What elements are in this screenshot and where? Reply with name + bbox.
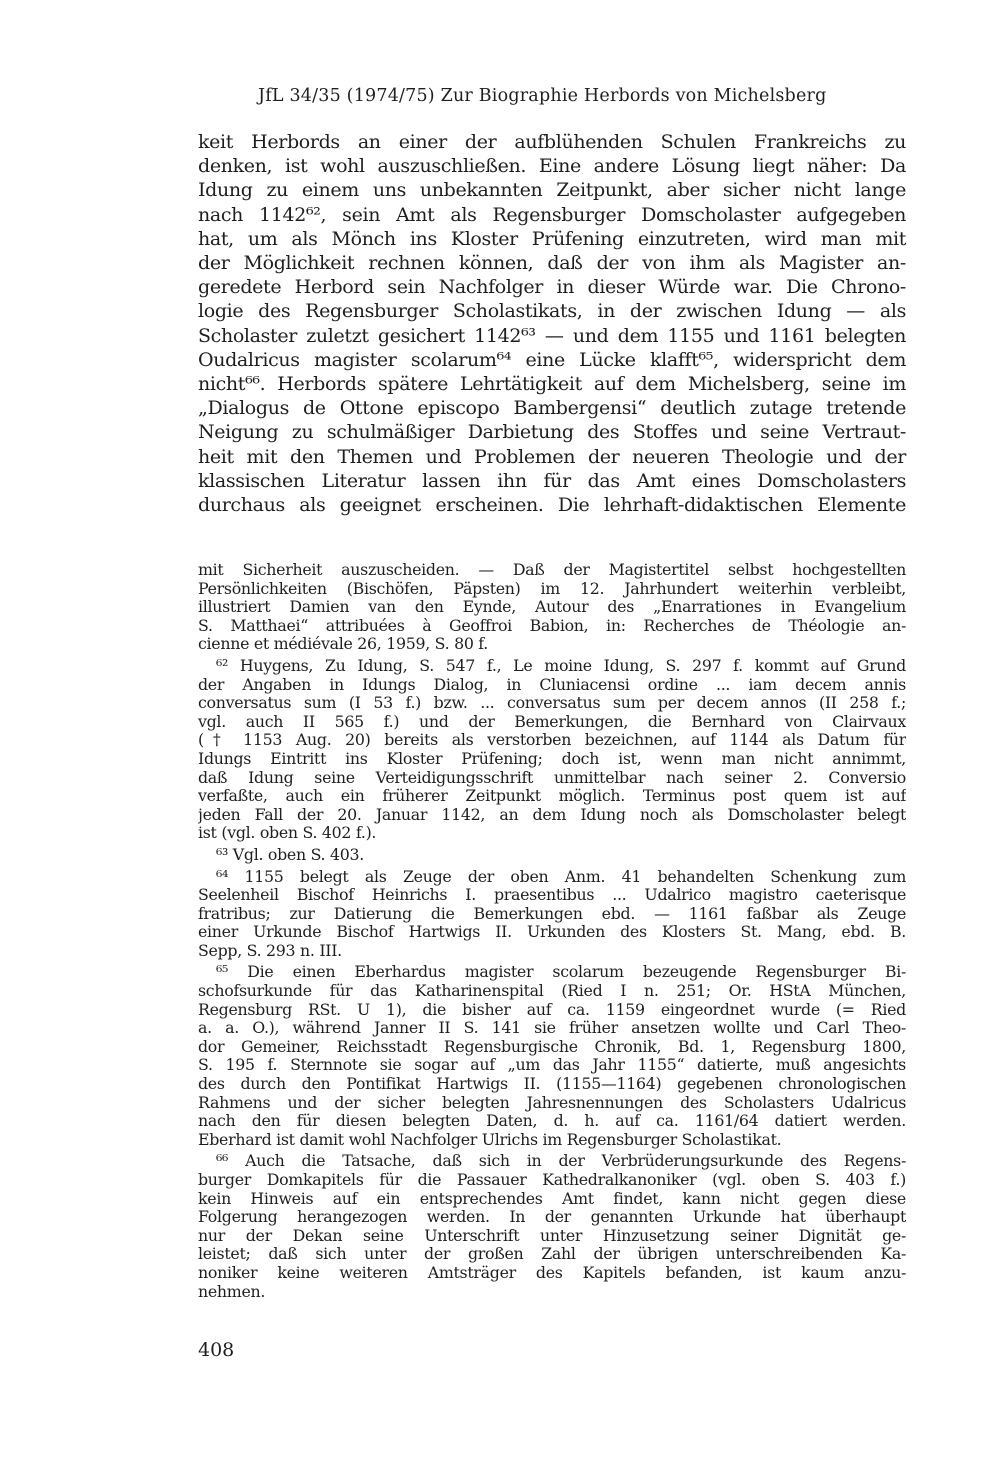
footnote-line: dor Gemeiner, Reichsstadt Regensburgische Chronik, Bd. 1, Regensburg 1800, xyxy=(198,1037,906,1056)
footnote-line: a. a. O.), während Janner II S. 141 sie früher ansetzen wollte und Carl Theo- xyxy=(198,1019,906,1038)
footnote-line: S. Matthaei“ attribuées à Geoffroi Babion, in: Recherches de Théologie an- xyxy=(198,616,906,635)
footnote-line: der Angaben in Idungs Dialog, in Cluniacensi ordine ... iam decem annis xyxy=(198,675,906,694)
footnote-line: († 1153 Aug. 20) bereits als verstorben bezeichnen, auf 1144 als Datum für xyxy=(198,731,906,750)
footnote-line: nach den für diesen belegten Daten, d. h. auf ca. 1161/64 datiert werden. xyxy=(198,1112,906,1131)
footnote-line: S. 195 f. Sternnote sie sogar auf „um das Jahr 1155“ datierte, muß angesichts xyxy=(198,1056,906,1075)
body-line: klassischen Literatur lassen ihn für das Amt eines Domscholasters xyxy=(198,469,906,492)
footnote-line: noniker keine weiteren Amtsträger des Kapitels befanden, ist kaum anzu- xyxy=(198,1263,906,1282)
footnote-line: jeden Fall der 20. Januar 1142, an dem Idung noch als Domscholaster belegt xyxy=(198,805,906,824)
footnote-line: Folgerung herangezogen werden. In der genannten Urkunde hat überhaupt xyxy=(198,1208,906,1227)
body-line: nach 1142⁶², sein Amt als Regensburger Domscholaster aufgegeben xyxy=(198,203,906,226)
body-line: geredete Herbord sein Nachfolger in dieser Würde war. Die Chrono- xyxy=(198,276,906,299)
body-line: Idung zu einem uns unbekannten Zeitpunkt, aber sicher nicht lange xyxy=(198,179,906,202)
footnote-line: ⁶² Huygens, Zu Idung, S. 547 f., Le moine Idung, S. 297 f. kommt auf Grund xyxy=(216,656,906,675)
footnote-line: Regensburg RSt. U 1), die bisher auf ca. 1159 eingeordnet wurde (= Ried xyxy=(198,1000,906,1019)
footnote-line: mit Sicherheit auszuscheiden. — Daß der Magistertitel selbst hochgestellten xyxy=(198,561,906,579)
footnote-line: burger Domkapitels für die Passauer Kathedralkanoniker (vgl. oben S. 403 f.) xyxy=(198,1171,906,1189)
footnote-line: kein Hinweis auf ein entsprechendes Amt findet, kann nicht gegen diese xyxy=(198,1189,906,1208)
footnote-line: Idungs Eintritt ins Kloster Prüfening; doch ist, wenn man nicht annimmt, xyxy=(198,749,906,768)
footnote-line: ⁶⁴ 1155 belegt als Zeuge der oben Anm. 41 behandelten Schenkung zum xyxy=(216,867,906,886)
running-head: JfL 34/35 (1974/75) Zur Biographie Herbords von Michelsberg xyxy=(258,86,827,106)
footnote-line: einer Urkunde Bischof Hartwigs II. Urkunden des Klosters St. Mang, ebd. B. xyxy=(198,923,906,942)
footnote-line: des durch den Pontifikat Hartwigs II. (1155—1164) gegebenen chronologischen xyxy=(198,1075,906,1094)
body-line: nicht⁶⁶. Herbords spätere Lehrtätigkeit auf dem Michelsberg, seine im xyxy=(198,373,906,396)
footnote-line: Seelenheil Bischof Heinrichs I. praesentibus ... Udalrico magistro caeterisque xyxy=(198,886,906,905)
footnote-line: nur der Dekan seine Unterschrift unter Hinzusetzung seiner Dignität ge- xyxy=(198,1226,906,1245)
footnote-line: ist (vgl. oben S. 402 f.). xyxy=(198,824,377,843)
page-number: 408 xyxy=(198,1339,235,1361)
body-line: heit mit den Themen und Problemen der neueren Theologie und der xyxy=(198,445,906,468)
footnotes xyxy=(198,561,906,1301)
body-line: denken, ist wohl auszuschließen. Eine andere Lösung liegt näher: Da xyxy=(198,155,906,178)
footnote-line: Sepp, S. 293 n. III. xyxy=(198,941,342,960)
body-text xyxy=(198,130,906,517)
footnote-line: fratribus; zur Datierung die Bemerkungen ebd. — 1161 faßbar als Zeuge xyxy=(198,904,906,923)
footnote-line: daß Idung seine Verteidigungsschrift unmittelbar nach seiner 2. Conversio xyxy=(198,768,906,787)
footnote-line: leistet; daß sich unter der großen Zahl der übrigen unterschreibenden Ka- xyxy=(198,1245,906,1264)
body-line: keit Herbords an einer der aufblühenden Schulen Frankreichs zu xyxy=(198,131,906,153)
footnote-line: Eberhard ist damit wohl Nachfolger Ulrichs im Regensburger Scholastikat. xyxy=(198,1130,782,1149)
footnote-line: ⁶³ Vgl. oben S. 403. xyxy=(216,845,364,864)
footnote-line: ⁶⁵ Die einen Eberhardus magister scolarum bezeugende Regensburger Bi- xyxy=(216,963,906,982)
footnote-line: Persönlichkeiten (Bischöfen, Päpsten) im 12. Jahrhundert weiterhin verbleibt, xyxy=(198,579,906,598)
body-line: „Dialogus de Ottone episcopo Bambergensi“ deutlich zutage tretende xyxy=(198,397,906,420)
footnote-line: nehmen. xyxy=(198,1282,266,1301)
body-line: durchaus als geeignet erscheinen. Die lehrhaft-didaktischen Elemente xyxy=(198,494,906,517)
footnote-line: vgl. auch II 565 f.) und der Bemerkungen, die Bernhard von Clairvaux xyxy=(198,712,906,731)
footnote-line: conversatus sum (I 53 f.) bzw. ... conversatus sum per decem annos (II 258 f.; xyxy=(198,694,906,713)
body-line: logie des Regensburger Scholastikats, in der zwischen Idung — als xyxy=(198,300,906,323)
body-line: Oudalricus magister scolarum⁶⁴ eine Lücke klafft⁶⁵, widerspricht dem xyxy=(198,348,906,371)
footnote-line: ⁶⁶ Auch die Tatsache, daß sich in der Verbrüderungsurkunde des Regens- xyxy=(216,1152,906,1171)
footnote-line: illustriert Damien van den Eynde, Autour des „Enarrationes in Evangelium xyxy=(198,598,906,617)
footnote-line: verfaßte, auch ein früherer Zeitpunkt möglich. Terminus post quem ist auf xyxy=(198,787,906,806)
footnote-line: cienne et médiévale 26, 1959, S. 80 f. xyxy=(198,635,489,654)
body-line: hat, um als Mönch ins Kloster Prüfening einzutreten, wird man mit xyxy=(198,227,906,250)
footnote-line: Rahmens und der sicher belegten Jahresnennungen des Scholasters Udalricus xyxy=(198,1093,906,1112)
footnote-line: schofsurkunde für das Katharinenspital (Ried I n. 251; Or. HStA München, xyxy=(198,982,906,1001)
body-line: Neigung zu schulmäßiger Darbietung des Stoffes und seine Vertraut- xyxy=(198,421,906,444)
body-line: der Möglichkeit rechnen können, daß der von ihm als Magister an- xyxy=(198,252,906,275)
body-line: Scholaster zuletzt gesichert 1142⁶³ — und dem 1155 und 1161 belegten xyxy=(198,324,906,347)
